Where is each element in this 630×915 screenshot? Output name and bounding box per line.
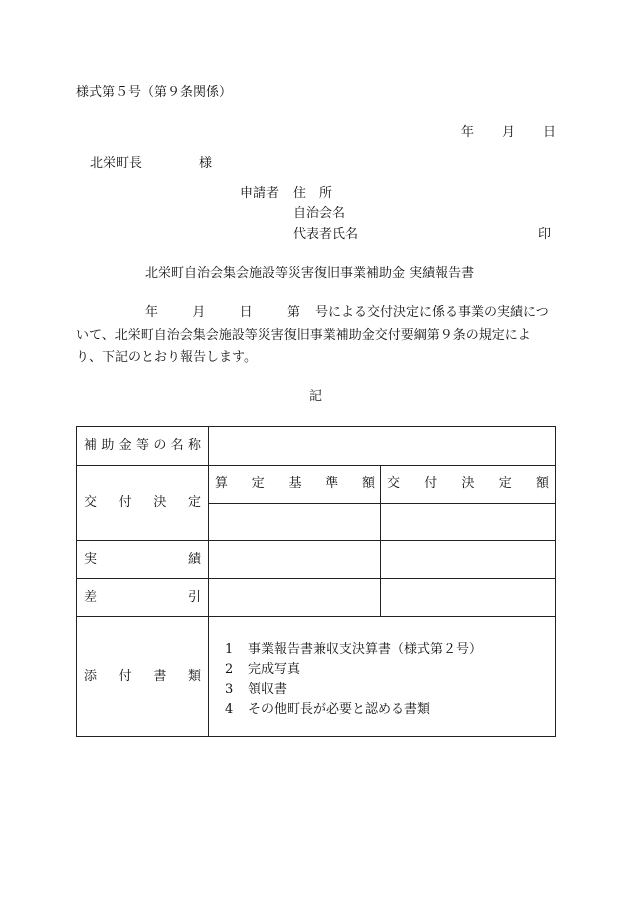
label-char: 額 — [535, 476, 549, 491]
attachment-item: 2 完成写真 — [225, 662, 301, 677]
applicant-association: 自治会名 — [293, 206, 346, 221]
body-line-3: り、下記のとおり報告します。 — [76, 350, 257, 365]
label-char: 績 — [187, 552, 201, 567]
recipient-suffix: 様 — [199, 156, 213, 171]
label-result — [84, 552, 201, 568]
label-char: 差 — [84, 590, 98, 605]
label-char: 準 — [325, 476, 339, 491]
document-title: 北栄町自治会集会施設等災害復旧事業補助金 実績報告書 — [145, 266, 475, 281]
label-grant-decision — [84, 495, 201, 511]
date-year: 年 — [461, 125, 475, 140]
body-intro — [145, 305, 300, 321]
date-day: 日 — [542, 125, 556, 140]
label-char: 金 — [118, 438, 132, 453]
diff-decided-value[interactable] — [381, 579, 555, 616]
label-char: 定 — [498, 476, 512, 491]
decided-amount-value[interactable] — [381, 504, 555, 540]
date-month: 月 — [501, 125, 515, 140]
label-char: 称 — [187, 438, 201, 453]
intro-year: 年 — [145, 305, 159, 320]
label-char: 付 — [424, 476, 438, 491]
label-char: 書 — [153, 669, 167, 684]
label-subsidy-name — [84, 438, 201, 454]
attachment-list — [225, 640, 482, 720]
label-char: 補 — [84, 438, 98, 453]
label-difference — [84, 590, 201, 606]
result-standard-value[interactable] — [209, 541, 380, 578]
date-line — [461, 125, 556, 141]
diff-standard-value[interactable] — [209, 579, 380, 616]
header-decided-amount — [387, 476, 549, 492]
label-char: 付 — [118, 495, 132, 510]
label-char: 交 — [387, 476, 401, 491]
standard-amount-value[interactable] — [209, 504, 380, 540]
label-attachments — [84, 669, 201, 685]
label-char: 決 — [153, 495, 167, 510]
label-char: 算 — [215, 476, 229, 491]
body-line-2: いて、北栄町自治会集会施設等災害復旧事業補助金交付要綱第９条の規定によ — [76, 328, 531, 343]
label-char: 助 — [101, 438, 115, 453]
label-char: 額 — [361, 476, 375, 491]
label-char: 決 — [461, 476, 475, 491]
label-char: の — [153, 438, 167, 453]
applicant-representative: 代表者氏名 — [293, 227, 359, 242]
applicant-label: 申請者 — [240, 186, 280, 201]
label-char: 実 — [84, 552, 98, 567]
label-char: 付 — [118, 669, 132, 684]
recipient-name: 北栄町長 — [90, 156, 143, 171]
attachment-item: 3 領収書 — [225, 682, 288, 697]
header-standard-amount — [215, 476, 375, 492]
label-char: 定 — [251, 476, 265, 491]
label-char: 定 — [187, 495, 201, 510]
ki-mark: 記 — [309, 389, 323, 404]
form-number: 様式第５号（第９条関係） — [76, 85, 233, 100]
attachment-item: 1 事業報告書兼収支決算書（様式第２号） — [225, 642, 483, 657]
label-char: 引 — [187, 590, 201, 605]
label-char: 類 — [187, 669, 201, 684]
seal-mark: 印 — [538, 227, 552, 242]
label-char: 基 — [288, 476, 302, 491]
intro-no: 第 — [286, 305, 300, 320]
report-table — [76, 426, 556, 737]
result-decided-value[interactable] — [381, 541, 555, 578]
label-char: 交 — [84, 495, 98, 510]
intro-day: 日 — [239, 305, 253, 320]
applicant-address: 住 所 — [293, 186, 333, 201]
attachment-item: 4 その他町長が必要と認める書類 — [225, 702, 431, 717]
subsidy-name-value[interactable] — [209, 427, 555, 465]
label-char: 等 — [135, 438, 149, 453]
body-line-1: 号による交付決定に係る事業の実績につ — [315, 305, 549, 320]
label-char: 名 — [170, 438, 184, 453]
intro-month: 月 — [192, 305, 206, 320]
label-char: 添 — [84, 669, 98, 684]
